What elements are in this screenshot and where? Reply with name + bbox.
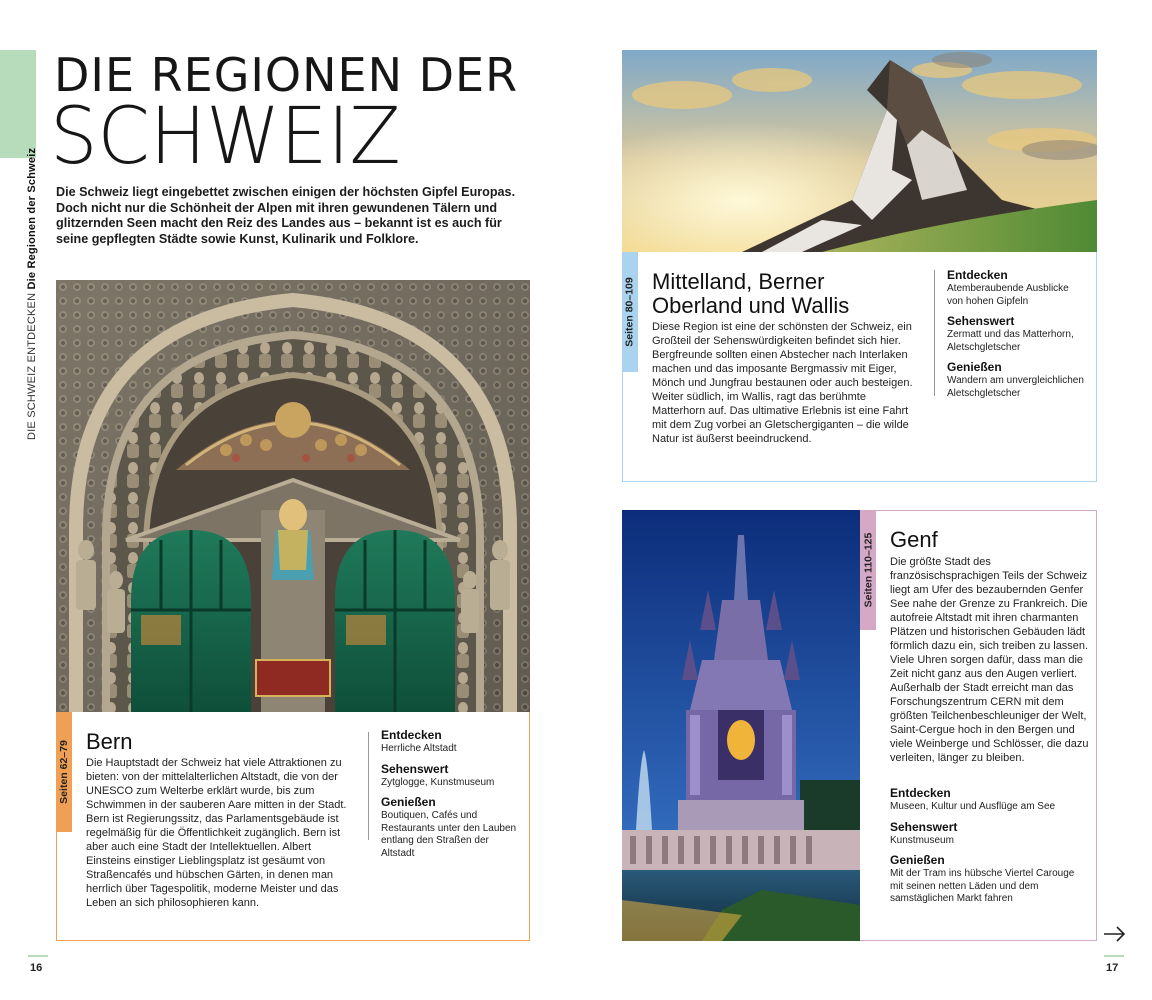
genf-page-range: Seiten 110–125 xyxy=(862,532,875,608)
page-title-line1: DIE REGIONEN DER xyxy=(54,48,519,102)
bern-cathedral-photo xyxy=(56,280,530,712)
mittelland-description: Diese Region ist eine der schönsten der Schweiz, ein Großteil der Sehenswürdigkeiten befindet sich hier. Bergfreunde sollten einen Abstecher nach Interlaken machen und das imposante Bergmassiv mit Eiger, Mönch und Jungfrau bestaunen oder auch besteigen. Weiter südlich, im Wallis, ragt das berühmte Matterhorn auf. Das ultimative Erlebnis ist eine Fahrt mit dem Zug vorbei an Gletschergiganten – die wilde Natur ist äußerst beeindruckend. xyxy=(652,321,913,445)
bern-description: Die Hauptstadt der Schweiz hat viele Attraktionen zu bieten: von der mittelalterlichen Altstadt, die von der UNESCO zum Welterbe erklärt wurde, bis zum Schwimmen in der sauberen Aare mitten in der Stadt. Bern ist Regierungssitz, das Parlamentsgebäude ist regelmäßig für die Öffentlichkeit zugänglich. Bern ist aber auch eine Stadt der Intellektuellen. Albert Einsteins einstiger Lieblingsplatz ist gesäumt von Straßencafés und hübschen Gärten, in denen man herrlich über Tagespolitik, moderne Meister und das Leben an sich philosophieren kann. xyxy=(86,757,347,909)
genf-page-tab xyxy=(860,510,876,630)
running-head-chapter: Die Regionen der Schweiz xyxy=(26,147,38,290)
page-number-right: 17 xyxy=(1106,962,1119,974)
mittelland-discover-text: Atemberaubende Ausblicke von hohen Gipfeln xyxy=(947,283,1069,307)
geneva-monument-illustration xyxy=(622,510,860,941)
mittelland-divider xyxy=(934,270,935,396)
genf-discover-text: Museen, Kultur und Ausflüge am See xyxy=(890,801,1056,812)
page-title-main: SCHWEIZ xyxy=(50,92,401,182)
geneva-monument-photo xyxy=(622,510,860,941)
bern-enjoy-heading: Genießen xyxy=(381,795,436,809)
bern-facts xyxy=(381,728,521,860)
mittelland-facts xyxy=(947,268,1087,400)
bern-enjoy-text: Boutiquen, Cafés und Restaurants unter den Lauben entlang den Straßen der Altstadt xyxy=(381,810,517,859)
mittelland-page-tab xyxy=(622,252,638,372)
bern-page-range: Seiten 62–79 xyxy=(58,740,71,804)
section-color-tab xyxy=(0,50,36,158)
genf-sights-heading: Sehenswert xyxy=(890,819,958,834)
bern-divider xyxy=(368,732,369,840)
bern-sights-text: Zytglogge, Kunstmuseum xyxy=(381,776,495,788)
running-head-section: DIE SCHWEIZ ENTDECKEN xyxy=(26,292,38,440)
mittelland-discover-heading: Entdecken xyxy=(947,268,1008,282)
page-number-rule-right xyxy=(1104,955,1124,957)
bern-discover-text: Herrliche Altstadt xyxy=(381,743,457,754)
bern-cathedral-illustration xyxy=(56,280,530,712)
genf-enjoy-heading: Genießen xyxy=(890,853,945,867)
genf-description: Die größte Stadt des französischsprachigen Teils der Schweiz liegt am Ufer des bezaubernden Genfer See nahe der Grenze zu Frankreich. Die autofreie Altstadt mit ihren charmanten Plätzen und historischen Gebäuden lädt förmlich dazu ein, sich treiben zu lassen. Viele Uhren sorgen dafür, dass man die Zeit nicht ganz aus den Augen verliert. Außerhalb der Stadt erreicht man das Forschungszentrum CERN mit dem größten Teilchenbeschleuniger der Welt, Saint-Cergue hoch in den Bergen und viele Weinberge und Schlösser, die dazu verleiten, länger zu bleiben. xyxy=(890,556,1089,764)
bern-sights-heading: Sehenswert xyxy=(381,761,449,776)
matterhorn-illustration xyxy=(622,50,1097,252)
matterhorn-photo xyxy=(622,50,1097,252)
page-number-rule-left xyxy=(28,955,48,957)
bern-page-tab xyxy=(56,712,72,832)
mittelland-title: Mittelland, Berner Oberland und Wallis xyxy=(652,269,850,318)
mittelland-sights-heading: Sehenswert xyxy=(947,314,1015,328)
genf-facts xyxy=(890,786,1090,906)
genf-sights-text: Kunstmuseum xyxy=(890,834,954,846)
bern-title: Bern xyxy=(86,729,133,754)
page-title-line2 xyxy=(50,92,415,182)
genf-title: Genf xyxy=(890,527,938,552)
genf-enjoy-text: Mit der Tram ins hübsche Viertel Carouge mit seinen netten Läden und dem samstäglichen Markt fahren xyxy=(890,868,1075,904)
next-page-arrow-icon[interactable] xyxy=(1102,922,1128,946)
mittelland-page-range: Seiten 80–109 xyxy=(624,277,636,347)
mittelland-enjoy-heading: Genießen xyxy=(947,360,1002,374)
mittelland-enjoy-text: Wandern am unvergleichlichen Aletschgletscher xyxy=(947,375,1084,399)
bern-discover-heading: Entdecken xyxy=(381,728,442,742)
mittelland-sights-text: Zermatt und das Matterhorn, Aletschgletscher xyxy=(947,329,1074,353)
genf-discover-heading: Entdecken xyxy=(890,786,951,800)
page-number-left: 16 xyxy=(30,962,43,974)
intro-paragraph: Die Schweiz liegt eingebettet zwischen einigen der höchsten Gipfel Europas. Doch nicht nur die Schönheit der Alpen mit ihren gewundenen Tälern und glitzernden Seen macht den Reiz des Landes aus – bekannt ist es auch für seine gepflegten Städte sowie Kunst, Kulinarik und Folklore. xyxy=(56,185,516,246)
running-head xyxy=(26,148,38,440)
